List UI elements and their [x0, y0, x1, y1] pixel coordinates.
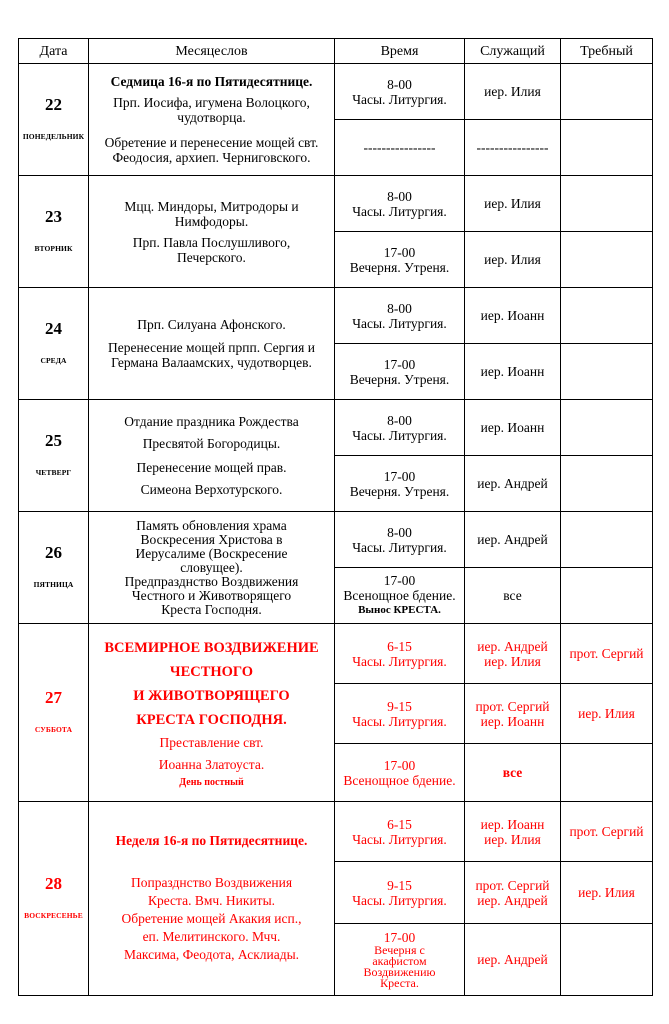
time-cell: [335, 568, 465, 624]
header-required: Требный: [561, 39, 653, 64]
service-name: Часы. Литургия.: [352, 315, 447, 331]
schedule-table: [18, 38, 653, 996]
day-cell: [19, 288, 89, 400]
time-cell: [335, 232, 465, 288]
weekday: ПЯТНИЦА: [33, 580, 74, 589]
required-cell: иер. Илия: [561, 684, 653, 744]
service-name: Всенощное бдение.: [343, 588, 456, 603]
priest-cell: [465, 684, 561, 744]
time-cell: [335, 512, 465, 568]
time-cell: [335, 862, 465, 924]
fast-note: День постный: [179, 777, 244, 788]
time-cell: [335, 400, 465, 456]
priest-name: прот. Сергий: [475, 698, 550, 714]
priest-cell: иер. Иоанн: [465, 344, 561, 400]
feast-title: [91, 636, 332, 732]
service-time: 8-00: [387, 188, 412, 204]
priest-cell: [465, 862, 561, 924]
required-cell: [561, 456, 653, 512]
calendar-cell: [89, 400, 335, 512]
week-title: Седмица 16-я по Пятидесятнице.: [110, 74, 313, 89]
day-cell: [19, 400, 89, 512]
priest-cell: иер. Иоанн: [465, 288, 561, 344]
day-cell: [19, 624, 89, 802]
weekday: СРЕДА: [40, 356, 67, 365]
priest-name: иер. Андрей: [477, 638, 548, 654]
saint-entry: Обретение и перенесение мощей свт. Феодосия, архиеп. Черниговского.: [104, 135, 319, 165]
saint-entry: Перенесение мощей прав. Симеона Верхотурского.: [136, 459, 287, 497]
service-time: 6-15: [387, 816, 412, 832]
service-name: Вечерня. Утреня.: [349, 259, 450, 275]
priest-name: иер. Илия: [484, 653, 541, 669]
service-name: Часы. Литургия.: [352, 831, 447, 847]
time-cell: ----------------: [335, 120, 465, 176]
table-row: [19, 802, 653, 862]
required-cell: [561, 176, 653, 232]
day-number: 25: [45, 431, 62, 450]
priest-cell: иер. Илия: [465, 64, 561, 120]
service-name: Часы. Литургия.: [352, 91, 447, 107]
day-number: 26: [45, 543, 62, 562]
time-cell: [335, 624, 465, 684]
time-cell: [335, 802, 465, 862]
day-number: 23: [45, 207, 62, 226]
service-time: 9-15: [387, 698, 412, 714]
required-cell: прот. Сергий: [561, 624, 653, 684]
required-cell: [561, 744, 653, 802]
calendar-cell: [89, 288, 335, 400]
service-name: Часы. Литургия.: [352, 713, 447, 729]
time-cell: [335, 64, 465, 120]
service-time: 17-00: [383, 356, 416, 372]
saint-entry: Отдание праздника Рождества Пресвятой Богородицы.: [124, 413, 299, 451]
priest-cell: все: [465, 744, 561, 802]
priest-cell: иер. Илия: [465, 176, 561, 232]
service-time: 17-00: [383, 244, 416, 260]
saint-entry: Память обновления храма Воскресения Христова в Иерусалиме (Воскресение словущее).: [135, 517, 288, 575]
table-row: [19, 176, 653, 232]
service-time: 9-15: [387, 877, 412, 893]
required-cell: [561, 344, 653, 400]
table-row: [19, 624, 653, 684]
time-cell: [335, 684, 465, 744]
service-time: 17-00: [383, 573, 416, 588]
required-cell: [561, 232, 653, 288]
service-name: Вечерня с акафистом Воздвижению Креста.: [363, 943, 436, 990]
priest-cell: иер. Андрей: [465, 456, 561, 512]
service-name: Часы. Литургия.: [352, 203, 447, 219]
required-cell: прот. Сергий: [561, 802, 653, 862]
table-row: [19, 400, 653, 456]
day-cell: [19, 64, 89, 176]
weekday: ВТОРНИК: [34, 244, 73, 253]
week-title: Неделя 16-я по Пятидесятнице.: [115, 833, 308, 848]
time-cell: [335, 344, 465, 400]
table-row: [19, 288, 653, 344]
priest-cell: иер. Илия: [465, 232, 561, 288]
service-time: 8-00: [387, 300, 412, 316]
header-calendar: Месяцеслов: [89, 39, 335, 64]
calendar-cell: [89, 624, 335, 802]
day-cell: [19, 512, 89, 624]
service-name: Часы. Литургия.: [352, 653, 447, 669]
priest-cell: иер. Андрей: [465, 924, 561, 996]
service-time: 17-00: [383, 930, 416, 945]
feast-line: ВСЕМИРНОЕ ВОЗДВИЖЕНИЕ: [104, 640, 319, 656]
time-cell: [335, 456, 465, 512]
priest-name: прот. Сергий: [475, 877, 550, 893]
day-cell: [19, 802, 89, 996]
feast-line: И ЖИВОТВОРЯЩЕГО: [133, 688, 290, 704]
service-time: 17-00: [383, 468, 416, 484]
required-cell: [561, 120, 653, 176]
priest-name: иер. Иоанн: [480, 713, 545, 729]
required-cell: [561, 568, 653, 624]
required-cell: [561, 64, 653, 120]
required-cell: [561, 512, 653, 568]
header-celebrant: Служащий: [465, 39, 561, 64]
weekday: ПОНЕДЕЛЬНИК: [22, 132, 85, 141]
saint-entry: Попразднство Воздвижения Креста. Вмч. Никиты. Обретение мощей Акакия исп., еп. Мелитинского. Мчч. Максима, Феодота, Асклиады.: [121, 875, 302, 962]
header-row: [19, 39, 653, 64]
feast-line: ЧЕСТНОГО: [169, 664, 254, 680]
service-name: Часы. Литургия.: [352, 539, 447, 555]
calendar-cell: [89, 64, 335, 176]
saint-entry: Перенесение мощей прпп. Сергия и Германа Валаамских, чудотворцев.: [108, 340, 315, 370]
service-time: 8-00: [387, 76, 412, 92]
priest-cell: все: [465, 568, 561, 624]
priest-name: иер. Илия: [484, 831, 541, 847]
priest-name: иер. Андрей: [477, 892, 548, 908]
weekday: ВОСКРЕСЕНЬЕ: [24, 911, 83, 920]
day-number: 28: [45, 874, 62, 893]
priest-cell: ----------------: [465, 120, 561, 176]
required-cell: [561, 288, 653, 344]
required-cell: иер. Илия: [561, 862, 653, 924]
service-name: Всенощное бдение.: [343, 772, 456, 788]
saint-entry: Предпразднство Воздвижения Честного и Животворящего Креста Господня.: [124, 573, 299, 617]
saint-entry: Мцц. Миндоры, Митродоры и Нимфодоры.: [124, 198, 299, 229]
priest-cell: иер. Иоанн: [465, 400, 561, 456]
priest-name: иер. Иоанн: [480, 816, 545, 832]
header-date: Дата: [19, 39, 89, 64]
calendar-cell: [89, 512, 335, 624]
day-number: 27: [45, 688, 62, 707]
feast-line: КРЕСТА ГОСПОДНЯ.: [136, 712, 287, 728]
saint-entry: Преставление свт. Иоанна Златоуста.: [158, 735, 265, 772]
service-time: 6-15: [387, 638, 412, 654]
time-cell: [335, 924, 465, 996]
calendar-cell: [89, 802, 335, 996]
service-time: 8-00: [387, 412, 412, 428]
service-time: 8-00: [387, 524, 412, 540]
saint-entry: Прп. Силуана Афонского.: [137, 317, 286, 332]
service-name: Часы. Литургия.: [352, 892, 447, 908]
day-cell: [19, 176, 89, 288]
time-cell: [335, 176, 465, 232]
time-cell: [335, 288, 465, 344]
service-note: Вынос КРЕСТА.: [358, 604, 441, 616]
table-row: [19, 512, 653, 568]
day-number: 24: [45, 319, 62, 338]
service-time: 17-00: [383, 757, 416, 773]
priest-cell: [465, 802, 561, 862]
priest-cell: иер. Андрей: [465, 512, 561, 568]
calendar-cell: [89, 176, 335, 288]
time-cell: [335, 744, 465, 802]
weekday: ЧЕТВЕРГ: [35, 468, 72, 477]
required-cell: [561, 400, 653, 456]
header-time: Время: [335, 39, 465, 64]
service-name: Часы. Литургия.: [352, 427, 447, 443]
priest-cell: [465, 624, 561, 684]
required-cell: [561, 924, 653, 996]
service-name: Вечерня. Утреня.: [349, 483, 450, 499]
weekday: СУББОТА: [34, 725, 73, 734]
saint-entry: Прп. Иосифа, игумена Волоцкого, чудотворца.: [113, 95, 310, 125]
table-row: [19, 64, 653, 120]
saint-entry: Прп. Павла Послушливого, Печерского.: [132, 234, 291, 265]
service-name: Вечерня. Утреня.: [349, 371, 450, 387]
day-number: 22: [45, 95, 62, 114]
